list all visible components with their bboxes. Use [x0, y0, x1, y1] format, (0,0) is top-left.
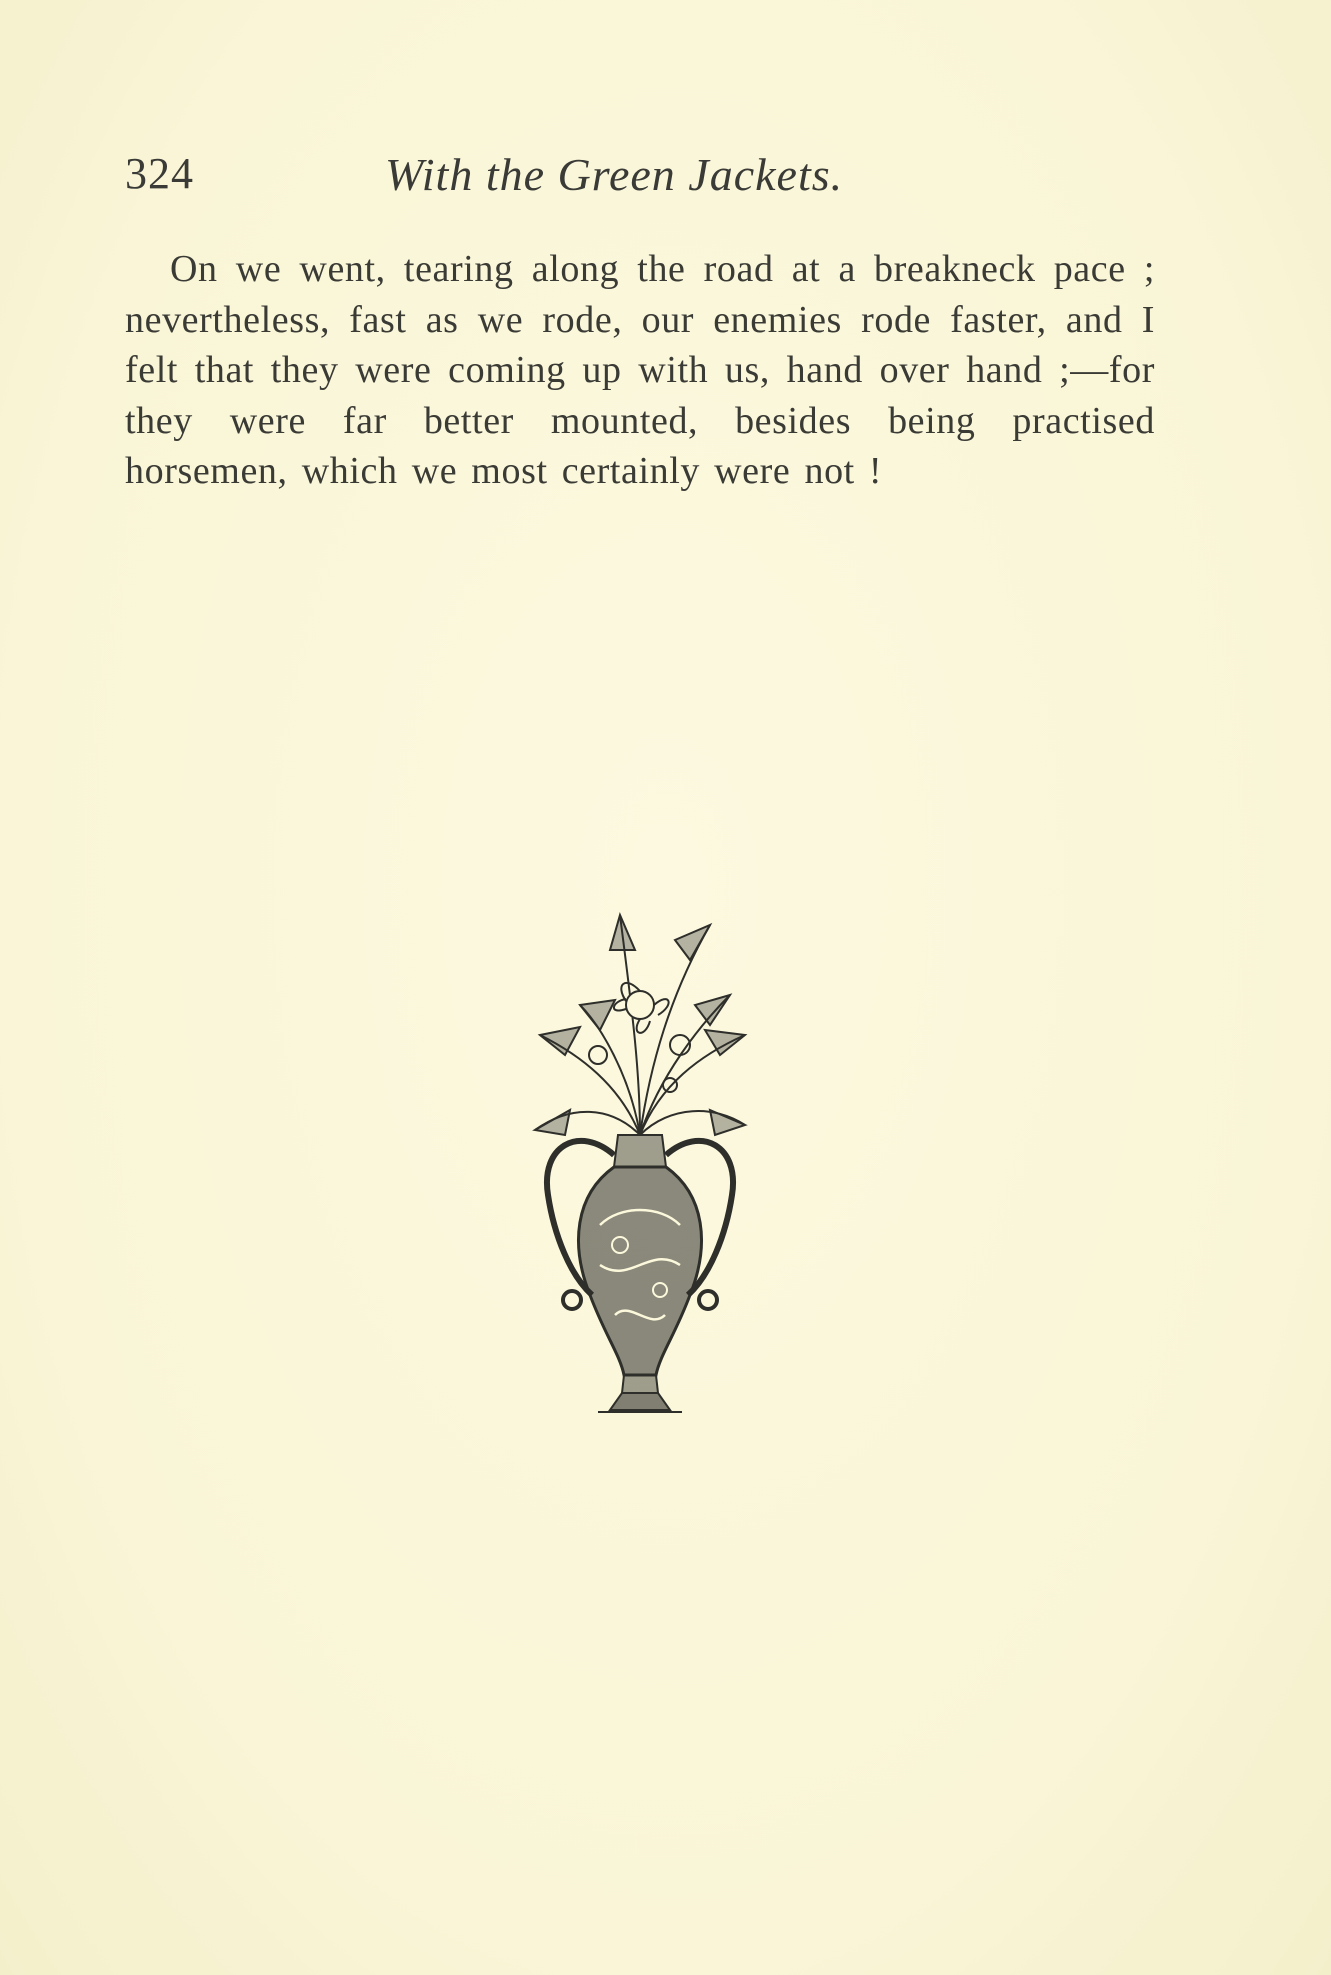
- running-head: [125, 148, 1155, 208]
- paragraph: On we went, tearing along the road at a breakneck pace ; nevertheless, fast as we rode, our enemies rode faster, and I felt that they were coming up with us, hand over hand ;—for they were far better mounted, besides being practised horsemen, which we most certainly were not !: [125, 248, 1155, 492]
- body-text: [125, 244, 1155, 497]
- running-title: With the Green Jackets.: [385, 149, 844, 200]
- page-number: 324: [125, 149, 194, 198]
- vase-of-flowers-icon: [520, 905, 760, 1415]
